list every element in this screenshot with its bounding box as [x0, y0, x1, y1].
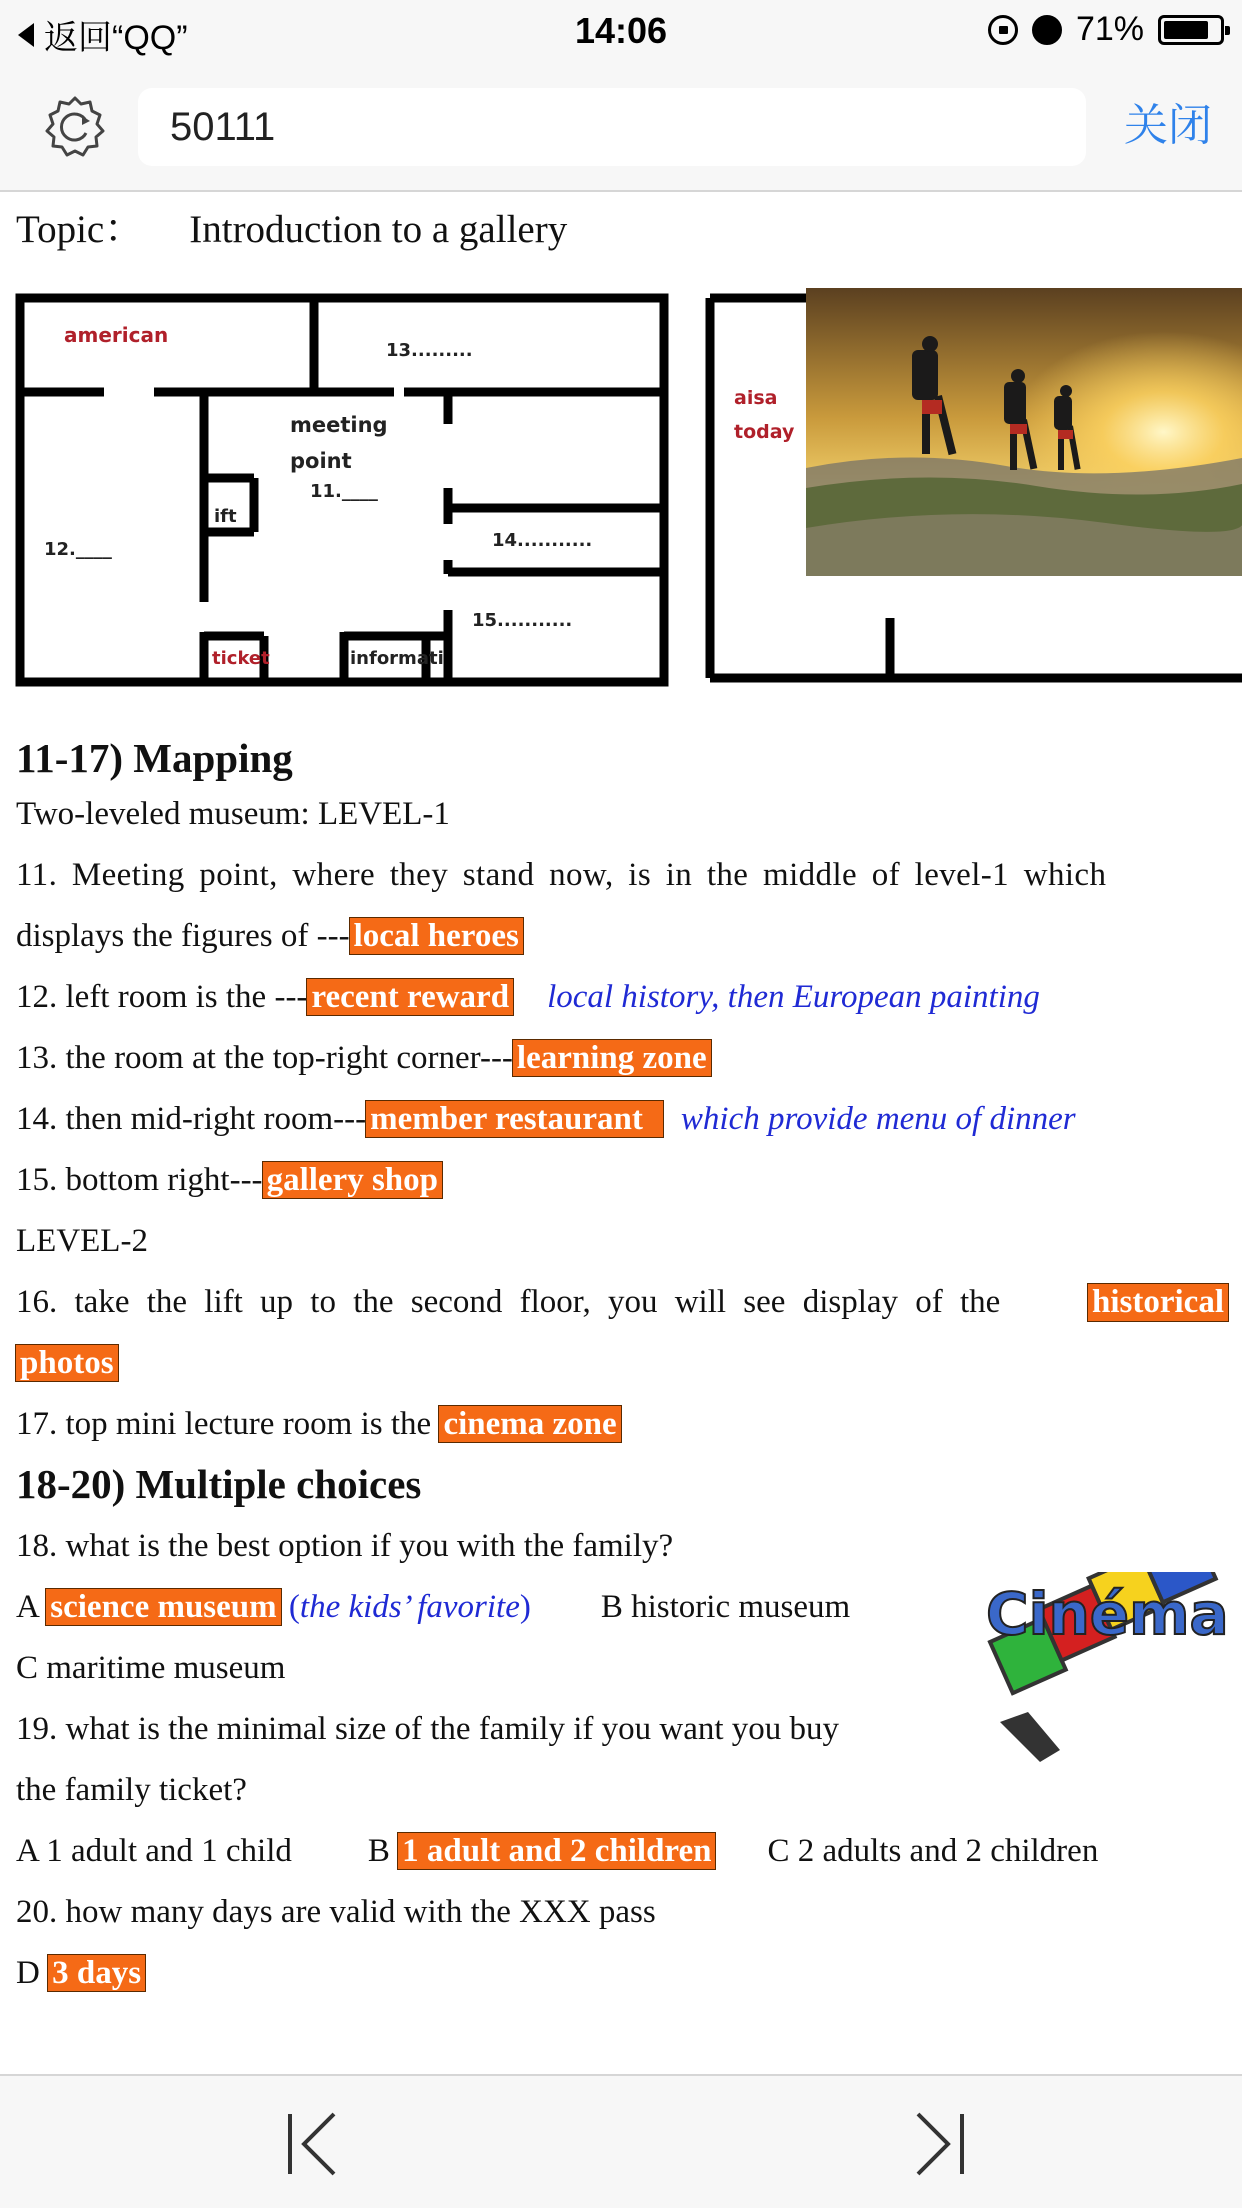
topic-line: [16, 198, 567, 254]
q16-line-2: [16, 1345, 1228, 1382]
q16-answer-part2: photos: [16, 1345, 118, 1381]
q19-line-1: 19. what is the minimal size of the family if you want you buy: [16, 1711, 840, 1747]
document-view: [0, 192, 1242, 2074]
q18-paren-open: (: [280, 1589, 300, 1625]
q18-note: the kids’ favorite: [299, 1589, 520, 1625]
plan-label-12: 12.____: [44, 539, 112, 560]
q14-note: which provide menu of dinner: [680, 1101, 1076, 1137]
back-label: 返回“QQ”: [44, 19, 188, 57]
clock: 14:06: [574, 10, 668, 51]
topic-title: Introduction to a gallery: [189, 208, 568, 251]
line-level-2: LEVEL-2: [16, 1223, 148, 1259]
q18-option-b: B historic museum: [600, 1589, 851, 1625]
heading-mapping: 11-17) Mapping: [16, 735, 293, 781]
plan-label-aisa: aisa: [734, 387, 778, 409]
plan-label-american: american: [64, 323, 169, 347]
status-icons: [988, 10, 1224, 49]
q16-answer-part1: historical: [1088, 1284, 1228, 1321]
q20-answer: 3 days: [48, 1955, 145, 1991]
rotation-lock-icon: [988, 15, 1018, 45]
q17-text: 17. top mini lecture room is the: [16, 1406, 440, 1442]
q20-answer-line: [16, 1955, 1228, 1992]
q16-text: 16. take the lift up to the second floor, you will see display of the: [16, 1284, 1001, 1320]
bottom-toolbar: [0, 2074, 1242, 2208]
q18-line: 18. what is the best option if you with the family?: [16, 1528, 674, 1564]
browser-nav-bar: [0, 62, 1242, 192]
q13-answer: learning zone: [513, 1040, 711, 1076]
close-button[interactable]: 关闭: [1124, 100, 1212, 151]
q16-line-1: [16, 1284, 1228, 1321]
q19-answer: 1 adult and 2 children: [398, 1833, 715, 1869]
q12-line: [16, 979, 1228, 1016]
q12-text: 12. left room is the ---: [16, 979, 308, 1015]
q11-text-line1: 11. Meeting point, where they stand now, is in the middle of level-1 which: [16, 857, 1107, 893]
plan-label-15: 15...........: [472, 610, 573, 631]
q18-answer: science museum: [46, 1589, 280, 1625]
status-bar: [0, 0, 1242, 62]
q14-answer: member restaurant: [366, 1101, 663, 1137]
forward-chevron-icon[interactable]: [900, 2106, 970, 2182]
q14-text: 14. then mid-right room---: [16, 1101, 367, 1137]
q15-answer: gallery shop: [263, 1162, 442, 1198]
plan-label-11: 11.____: [310, 481, 378, 502]
gear-icon[interactable]: [42, 94, 108, 160]
q19-option-a: A 1 adult and 1 child: [16, 1833, 292, 1869]
floor-plan-level-1: [14, 292, 674, 692]
q11-line-2: [16, 918, 1228, 955]
q19-line-2: the family ticket?: [16, 1772, 247, 1808]
q13-line: [16, 1040, 1228, 1077]
q12-note: local history, then European painting: [547, 979, 1040, 1015]
q18-option-c: C maritime museum: [16, 1650, 286, 1686]
q14-line: [16, 1101, 1228, 1138]
q13-text: 13. the room at the top-right corner---: [16, 1040, 513, 1076]
battery-percent: 71%: [1075, 10, 1144, 48]
q11-line-1: [16, 857, 1228, 894]
battery-icon: [1158, 15, 1224, 45]
q20-line: 20. how many days are valid with the XXX pass: [16, 1894, 656, 1930]
plan-label-ticket: ticket: [212, 648, 270, 669]
cinema-logo-text: Cinéma: [986, 1580, 1229, 1648]
q17-answer: cinema zone: [439, 1406, 620, 1442]
q20-option-d-label: D: [16, 1955, 49, 1991]
topic-label: Topic：: [16, 208, 144, 251]
q17-line: [16, 1406, 1228, 1443]
plan-label-meeting: meeting: [290, 413, 388, 437]
plan-label-point: point: [290, 449, 352, 473]
q15-line: [16, 1162, 1228, 1199]
q11-text: displays the figures of ---: [16, 918, 350, 954]
alarm-icon: [1032, 15, 1062, 45]
plan-label-14: 14...........: [492, 530, 593, 551]
plan-label-information: informati: [350, 648, 444, 669]
hikers-sunset-photo: [806, 288, 1242, 576]
plan-label-13: 13.........: [386, 340, 473, 361]
q19-option-b-label: B: [367, 1833, 399, 1869]
q11-answer: local heroes: [350, 918, 523, 954]
heading-multiple-choices: 18-20) Multiple choices: [16, 1461, 422, 1507]
q18-option-a-label: A: [16, 1589, 47, 1625]
url-field[interactable]: 50111: [138, 88, 1086, 166]
q19-options: [16, 1833, 1228, 1870]
q18-paren-close: ): [519, 1589, 531, 1625]
line-level-1: Two-leveled museum: LEVEL-1: [16, 796, 450, 832]
q15-text: 15. bottom right---: [16, 1162, 263, 1198]
q19-option-c: C 2 adults and 2 children: [767, 1833, 1099, 1869]
q12-answer: recent reward: [307, 979, 513, 1015]
plan-label-today: today: [734, 421, 795, 443]
cinema-logo: [980, 1572, 1242, 1768]
back-chevron-icon[interactable]: [282, 2106, 352, 2182]
plan-label-lift: ift: [214, 506, 237, 527]
